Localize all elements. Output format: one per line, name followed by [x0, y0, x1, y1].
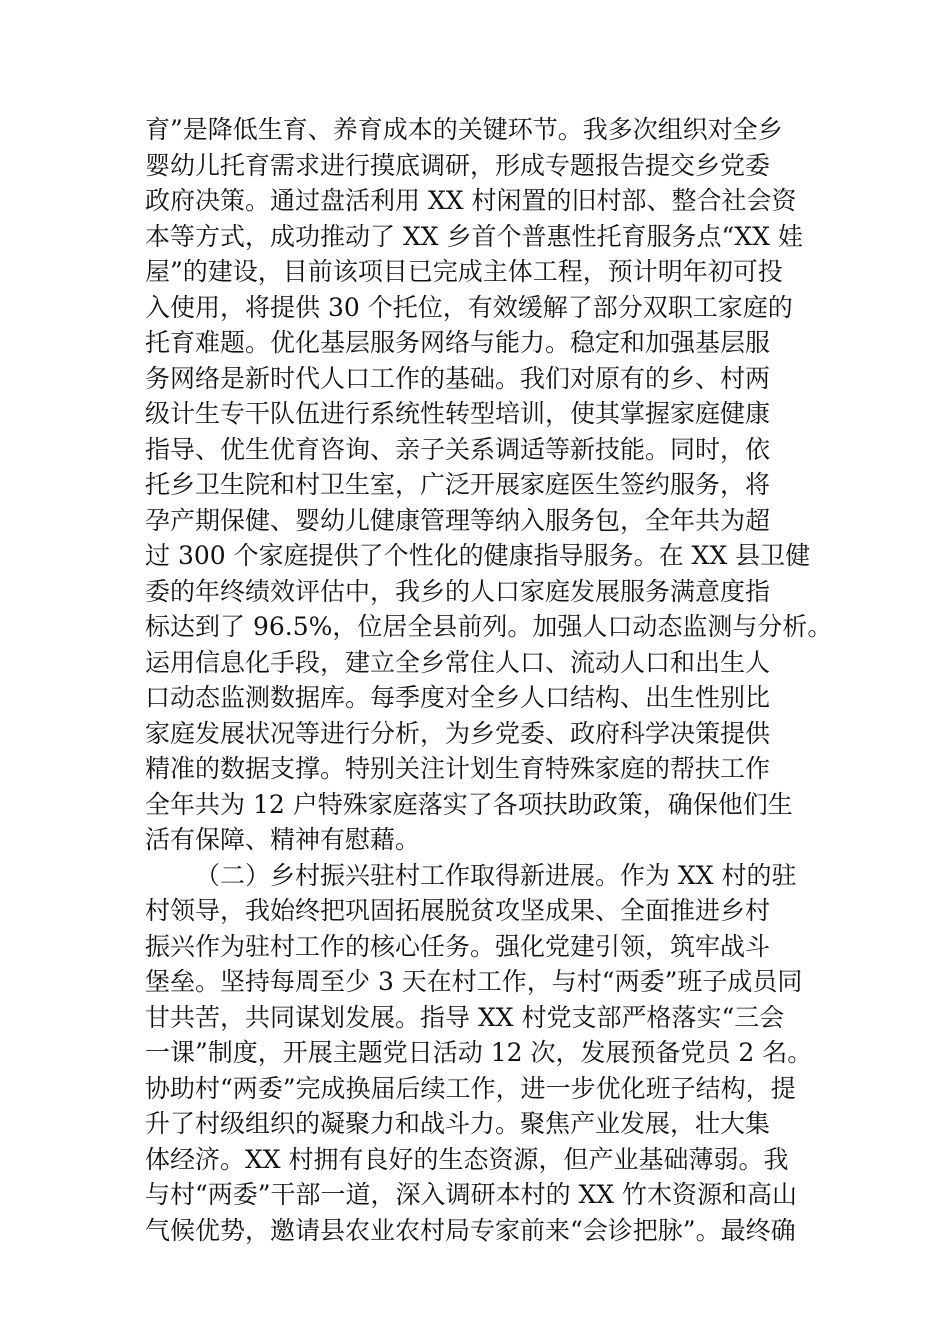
- text-line: 本等方式，成功推动了 XX 乡首个普惠性托育服务点“XX 娃: [145, 221, 803, 251]
- text-line: 育”是降低生育、养育成本的关键环节。我多次组织对全乡: [145, 115, 783, 144]
- text-line: 堡垒。坚持每周至少 3 天在村工作，与村“两委”班子成员同: [145, 967, 803, 996]
- text-line: 家庭发展状况等进行分析，为乡党委、政府科学决策提供: [145, 718, 771, 748]
- text-line: 指导、优生优育咨询、亲子关系调适等新技能。同时，依: [145, 434, 771, 464]
- body-text: [145, 112, 833, 1248]
- text-line: 与村“两委”干部一道，深入调研本村的 XX 竹木资源和高山: [145, 1180, 798, 1209]
- text-line: 体经济。XX 村拥有良好的生态资源，但产业基础薄弱。我: [145, 1144, 789, 1174]
- text-line: 一课”制度，开展主题党日活动 12 次，发展预备党员 2 名。: [145, 1038, 813, 1067]
- text-line: 协助村“两委”完成换届后续工作，进一步优化班子结构，提: [145, 1073, 796, 1103]
- text-line: 委的年终绩效评估中，我乡的人口家庭发展服务满意度指: [145, 576, 771, 606]
- text-line: 甘共苦，共同谋划发展。指导 XX 村党支部严格落实“三会: [145, 1002, 785, 1032]
- text-line: 政府决策。通过盘活利用 XX 村闲置的旧村部、整合社会资: [145, 186, 797, 215]
- section-heading-line: （二）乡村振兴驻村工作取得新进展。作为 XX 村的驻: [195, 860, 797, 890]
- text-line: 务网络是新时代人口工作的基础。我们对原有的乡、村两: [145, 363, 771, 393]
- text-line: 级计生专干队伍进行系统性转型培训，使其掌握家庭健康: [145, 399, 771, 428]
- text-line: 振兴作为驻村工作的核心任务。强化党建引领，筑牢战斗: [145, 931, 771, 961]
- text-line: 婴幼儿托育需求进行摸底调研，形成专题报告提交乡党委: [145, 150, 771, 180]
- text-line: 升了村级组织的凝聚力和战斗力。聚焦产业发展，壮大集: [145, 1109, 771, 1138]
- text-line: 气候优势，邀请县农业农村局专家前来“会诊把脉”。最终确: [145, 1215, 796, 1245]
- text-line: 运用信息化手段，建立全乡常住人口、流动人口和出生人: [145, 647, 771, 677]
- text-line: 过 300 个家庭提供了个性化的健康指导服务。在 XX 县卫健: [145, 541, 811, 570]
- text-line: 活有保障、精神有慰藉。: [145, 825, 421, 854]
- text-line: 标达到了 96.5%，位居全县前列。加强人口动态监测与分析。: [145, 612, 833, 641]
- text-line: 口动态监测数据库。每季度对全乡人口结构、出生性别比: [145, 683, 771, 712]
- text-line: 精准的数据支撑。特别关注计划生育特殊家庭的帮扶工作: [145, 754, 771, 783]
- text-line: 入使用，将提供 30 个托位，有效缓解了部分双职工家庭的: [145, 292, 793, 322]
- text-line: 屋”的建设，目前该项目已完成主体工程，预计明年初可投: [145, 257, 783, 286]
- text-line: 托育难题。优化基层服务网络与能力。稳定和加强基层服: [145, 328, 771, 357]
- text-line: 全年共为 12 户特殊家庭落实了各项扶助政策，确保他们生: [145, 789, 793, 819]
- text-line: 村领导，我始终把巩固拓展脱贫攻坚成果、全面推进乡村: [145, 896, 771, 925]
- text-line: 托乡卫生院和村卫生室，广泛开展家庭医生签约服务，将: [145, 470, 771, 499]
- text-line: 孕产期保健、婴幼儿健康管理等纳入服务包，全年共为超: [145, 505, 771, 535]
